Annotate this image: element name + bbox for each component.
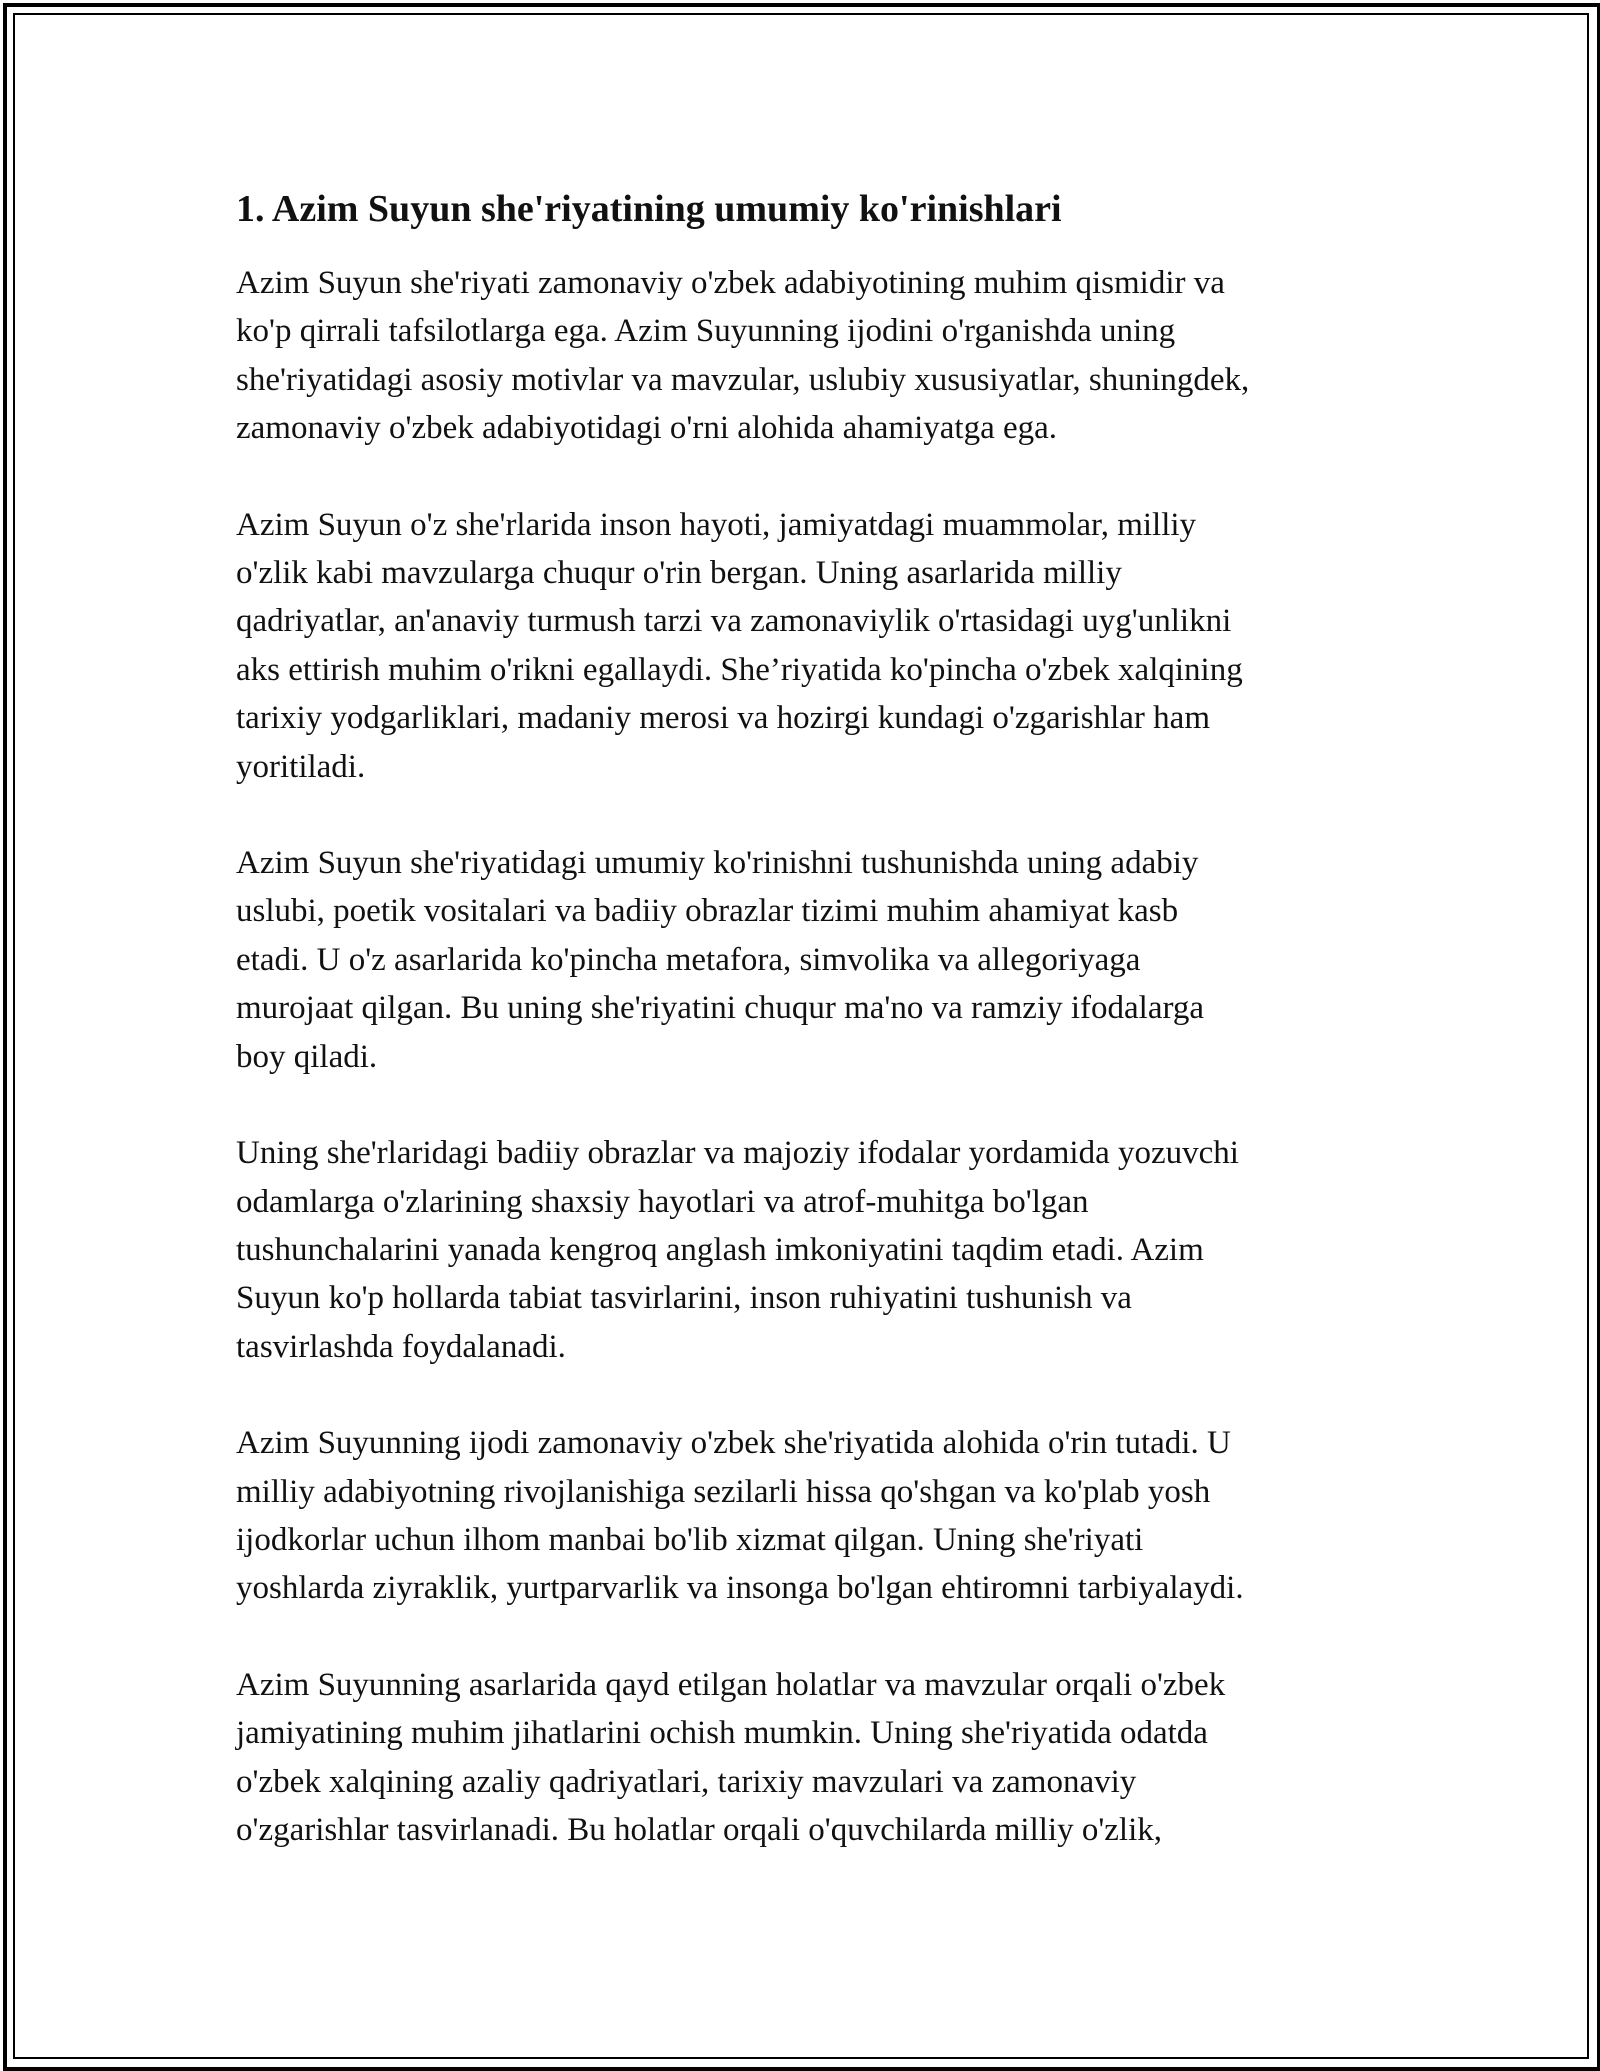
paragraph-4 [236, 1129, 1376, 1371]
paragraph-5 [236, 1419, 1376, 1613]
paragraph-2 [236, 501, 1376, 791]
paragraph-line: Uning she'rlaridagi badiiy obrazlar va majoziy ifodalar yordamida yozuvchi [236, 1135, 1239, 1172]
paragraph-line: aks ettirish muhim o'rikni egallaydi. She’riyatida ko'pincha o'zbek xalqining [236, 651, 1243, 688]
paragraph-line: tarixiy yodgarliklari, madaniy merosi va hozirgi kundagi o'zgarishlar ham [236, 700, 1210, 737]
paragraph-line: o'zlik kabi mavzularga chuqur o'rin bergan. Uning asarlarida milliy [236, 555, 1122, 592]
paragraph-line: odamlarga o'zlarining shaxsiy hayotlari va atrof-muhitga bo'lgan [236, 1183, 1089, 1220]
paragraph-line: ko'p qirrali tafsilotlarga ega. Azim Suyunning ijodini o'rganishda uning [236, 313, 1176, 350]
paragraph-line: Azim Suyun she'riyatidagi umumiy ko'rinishni tushunishda uning adabiy [236, 845, 1199, 882]
paragraph-line: ijodkorlar uchun ilhom manbai bo'lib xizmat qilgan. Uning she'riyati [236, 1521, 1144, 1558]
paragraph-line: boy qiladi. [236, 1038, 378, 1075]
paragraph-line: tushunchalarini yanada kengroq anglash imkoniyatini taqdim etadi. Azim [236, 1231, 1204, 1268]
document-body [236, 185, 1376, 1902]
section-heading: 1. Azim Suyun she'riyatining umumiy ko'rinishlari [236, 188, 1062, 230]
paragraph-6 [236, 1661, 1376, 1855]
paragraph-line: etadi. U o'z asarlarida ko'pincha metafora, simvolika va allegoriyaga [236, 941, 1141, 978]
paragraph-line: qadriyatlar, an'anaviy turmush tarzi va zamonaviylik o'rtasidagi uyg'unlikni [236, 603, 1232, 640]
paragraph-line: milliy adabiyotning rivojlanishiga sezilarli hissa qo'shgan va ko'plab yosh [236, 1473, 1211, 1510]
paragraph-line: Azim Suyun she'riyati zamonaviy o'zbek adabiyotining muhim qismidir va [236, 265, 1225, 301]
paragraph-1 [236, 259, 1376, 453]
paragraph-line: tasvirlashda foydalanadi. [236, 1328, 566, 1365]
paragraph-line: yoritiladi. [236, 748, 366, 785]
paragraph-line: jamiyatining muhim jihatlarini ochish mumkin. Uning she'riyatida odatda [236, 1715, 1208, 1752]
paragraph-line: uslubi, poetik vositalari va badiiy obrazlar tizimi muhim ahamiyat kasb [236, 893, 1179, 930]
paragraph-line: o'zgarishlar tasvirlanadi. Bu holatlar orqali o'quvchilarda milliy o'zlik, [236, 1811, 1162, 1848]
paragraph-line: yoshlarda ziyraklik, yurtparvarlik va insonga bo'lgan ehtiromni tarbiyalaydi. [236, 1570, 1244, 1607]
paragraph-line: Azim Suyunning ijodi zamonaviy o'zbek she'riyatida alohida o'rin tutadi. U [236, 1425, 1231, 1462]
paragraph-line: murojaat qilgan. Bu uning she'riyatini chuqur ma'no va ramziy ifodalarga [236, 990, 1205, 1027]
paragraph-line: she'riyatidagi asosiy motivlar va mavzular, uslubiy xususiyatlar, shuningdek, [236, 361, 1250, 398]
paragraph-line: Azim Suyun o'z she'rlarida inson hayoti, jamiyatdagi muammolar, milliy [236, 506, 1197, 543]
paragraph-line: zamonaviy o'zbek adabiyotidagi o'rni alohida ahamiyatga ega. [236, 410, 1058, 447]
paragraph-line: Suyun ko'p hollarda tabiat tasvirlarini, inson ruhiyatini tushunish va [236, 1280, 1132, 1317]
paragraph-line: o'zbek xalqining azaliy qadriyatlari, tarixiy mavzulari va zamonaviy [236, 1763, 1137, 1800]
paragraph-3 [236, 839, 1376, 1081]
paragraph-line: Azim Suyunning asarlarida qayd etilgan holatlar va mavzular orqali o'zbek [236, 1666, 1226, 1703]
